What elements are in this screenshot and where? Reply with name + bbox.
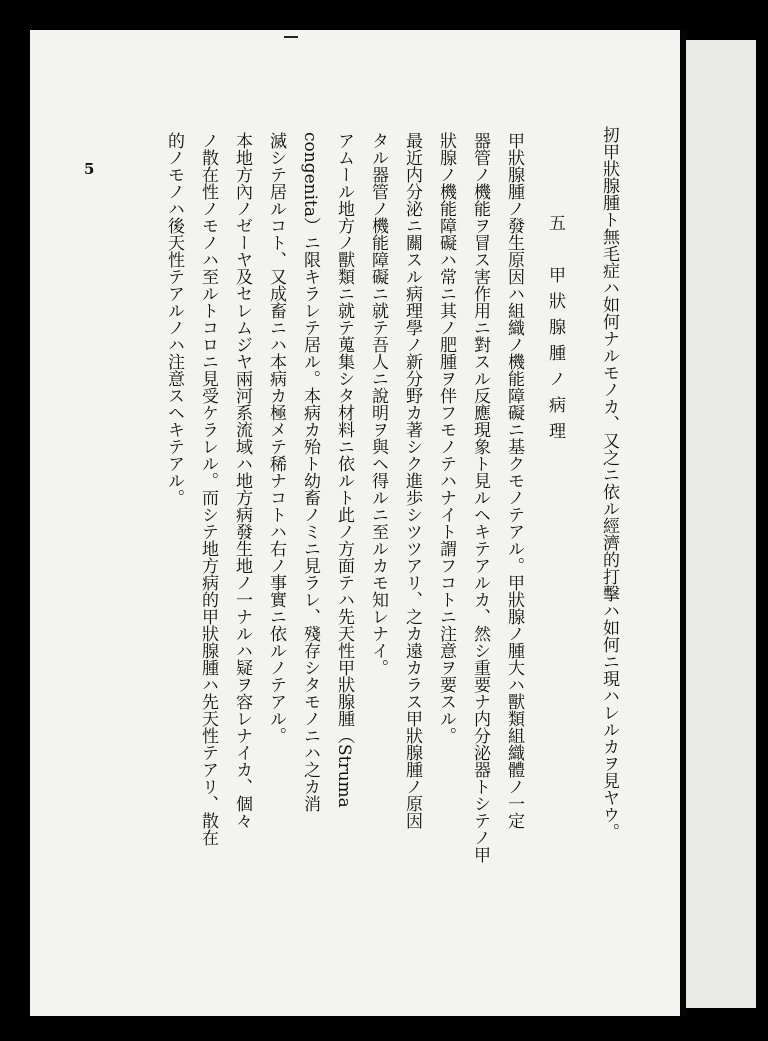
text-column-1: 扨甲狀腺腫ト無毛症ハ如何ナルモノカ、又之ニ依ル經濟的打擊ハ如何ニ現ハレルカヲ見ヤウ。: [599, 126, 619, 840]
text-column-7: タル器管ノ機能障礙ニ就テ吾人ニ說明ヲ與ヘ得ルニ至ルカモ知レナイ。: [368, 132, 388, 676]
section-heading: 五 甲狀腺腫ノ病理: [545, 214, 565, 448]
page-top-mark: [284, 36, 298, 38]
text-column-9: congenita）ニ限キラレテ居ル。本病カ殆ト幼畜ノミニ見ラレ、殘存シタモノニハ之カ消: [300, 132, 320, 812]
text-column-12: ノ散在性ノモノハ至ルトコロニ見受ケラレル。而シテ地方病的甲狀腺腫ハ先天性テアリ、散在: [198, 132, 218, 846]
text-column-8: アムール地方ノ獸類ニ就テ蒐集シタ材料ニ依ルト此ノ方面テハ先天性甲狀腺腫（Struma: [334, 132, 354, 808]
text-column-5: 狀腺ノ機能障礙ハ常ニ其ノ肥腫ヲ伴フモノテハナイト謂フコトニ注意ヲ要スル。: [436, 132, 456, 744]
text-column-6: 最近内分泌ニ關スル病理學ノ新分野カ著シク進歩シツツアリ、之カ遠カラス甲狀腺腫ノ原因: [402, 132, 422, 829]
book-page: [30, 30, 682, 1016]
facing-page-edge: [686, 40, 756, 1008]
text-column-3: 甲狀腺腫ノ發生原因ハ組織ノ機能障礙ニ基クモノテアル。甲狀腺ノ腫大ハ獸類組織體ノ一定: [504, 132, 524, 829]
text-column-13: 的ノモノハ後天性テアルノハ注意スヘキテアル。: [164, 132, 184, 506]
page-number: 5: [84, 160, 95, 178]
text-column-10: 滅シテ居ルコト、又成畜ニハ本病カ極メテ稀ナコトハ右ノ事實ニ依ルノテアル。: [266, 132, 286, 744]
text-column-11: 本地方內ノゼーヤ及セレムジヤ兩河系流域ハ地方病發生地ノ一ナルハ疑ヲ容レナイカ、個々: [232, 132, 252, 829]
text-column-4: 器管ノ機能ヲ冒ス害作用ニ對スル反應現象ト見ルヘキテアルカ、然シ重要ナ内分泌器トシテノ甲: [470, 132, 490, 863]
